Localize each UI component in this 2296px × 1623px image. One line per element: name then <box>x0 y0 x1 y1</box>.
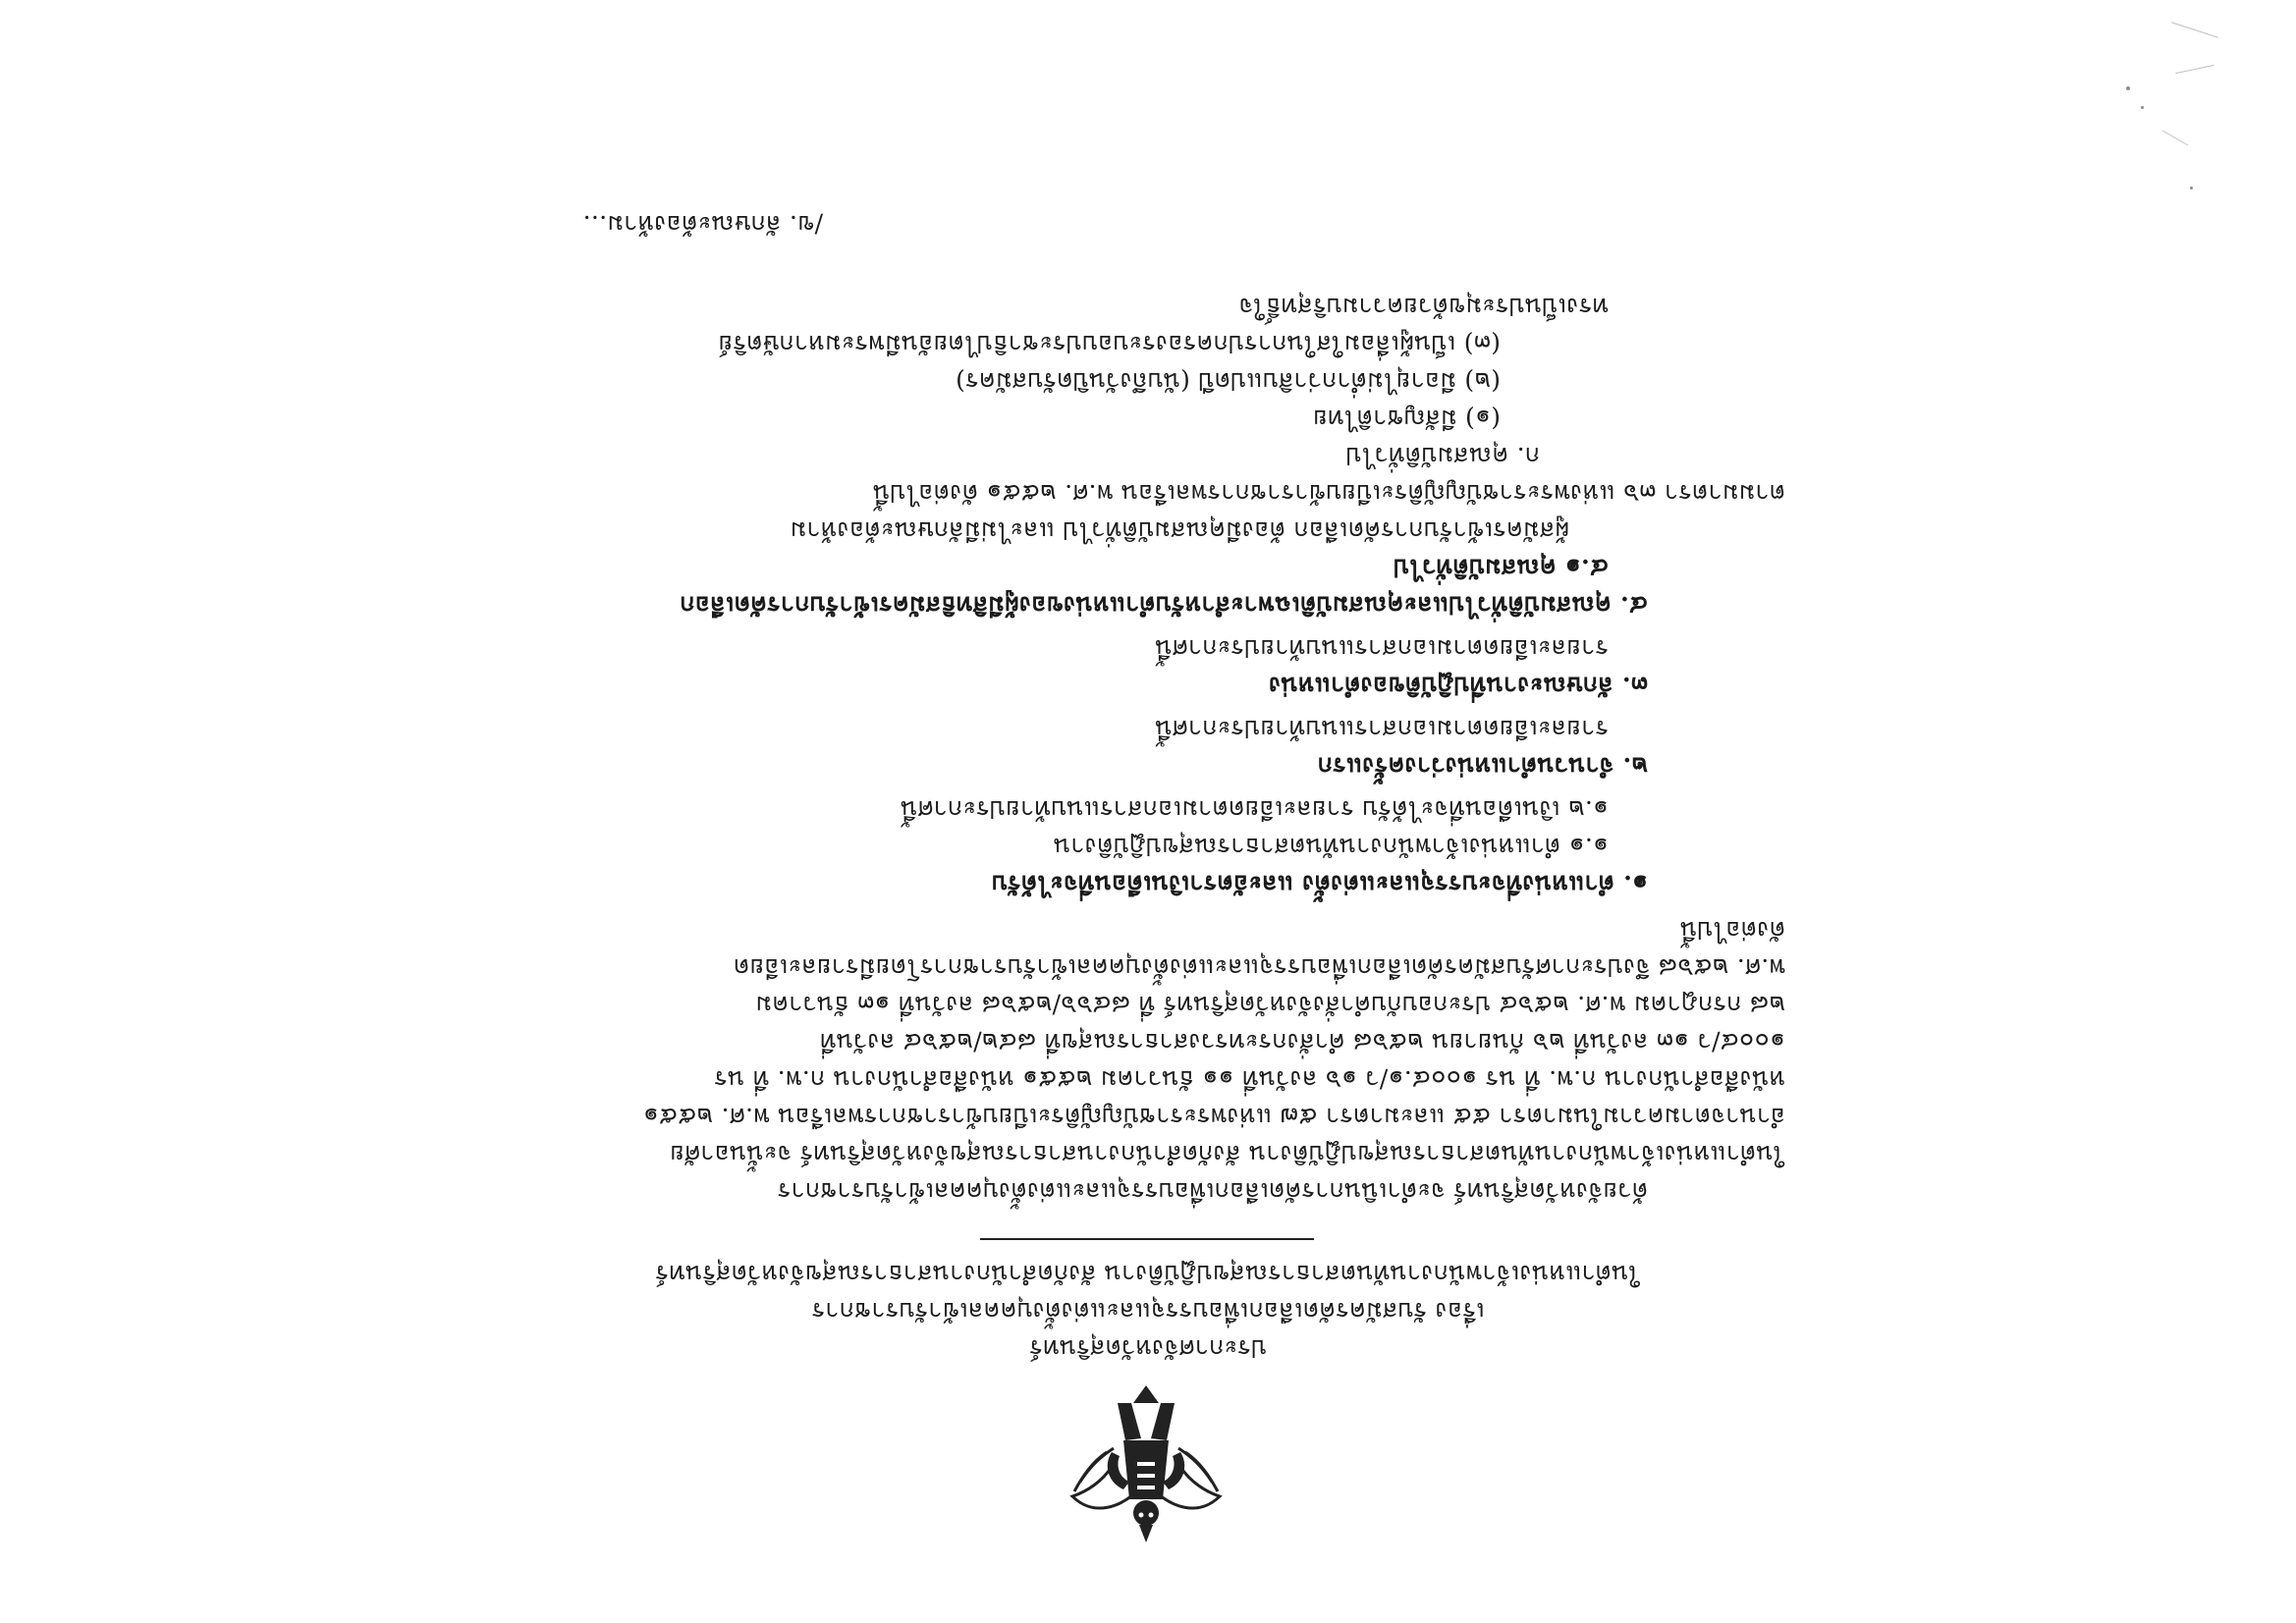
section-4-1-text-1: ผู้สมัครเข้ารับการคัดเลือก ต้องมีคุณสมบัติทั่วไป และไม่มีลักษณะต้องห้าม <box>790 516 1569 545</box>
intro-line-4: หนังสือสำนักงาน ก.พ. ที่ นร ๑๐๐๔.๑/ว ๑๖ ลงวันที่ ๑๑ ธันวาคม ๒๕๕๑ หนังสือสำนักงาน ก.พ. ที่ นร <box>714 1065 1785 1094</box>
intro-line-1: ด้วยจังหวัดสุรินทร์ จะดำเนินการคัดเลือกเพื่อบรรจุและแต่งตั้งบุคคลเข้ารับราชการ <box>777 1177 1648 1206</box>
intro-line-3: อำนาจตามความในมาตรา ๕๕ และมาตรา ๕๗ แห่งพระราชบัญญัติระเบียบข้าราชการพลเรือน พ.ศ. ๒๕๕๑ <box>642 1103 1785 1131</box>
intro-line-7: พ.ศ. ๒๕๖๘ จึงประกาศรับสมัครคัดเลือกเพื่อบรรจุและแต่งตั้งบุคคลเข้ารับราชการโดยมีรายละเอียด <box>733 953 1785 982</box>
intro-line-2: ในตำแหน่งเจ้าพนักงานทันตสาธารณสุขปฏิบัติงาน สังกัดสำนักงานสาธารณสุขจังหวัดสุรินทร์ จะนั้นอาศัย <box>669 1140 1785 1168</box>
section-3-heading: ๓. ลักษณะงานที่ปฏิบัติของตำแหน่ง <box>1268 672 1648 700</box>
garuda-emblem-icon <box>1063 1383 1230 1550</box>
section-4-1-text-2: ตามมาตรา ๓๖ แห่งพระราชบัญญัติระเบียบข้าราชการพลเรือน พ.ศ. ๒๕๕๑ ดังต่อไปนี้ <box>872 479 1785 508</box>
section-4-1-heading: ๔.๑ คุณสมบัติทั่วไป <box>1393 554 1609 582</box>
section-3-text: รายละเอียดตามเอกสารแนบท้ายประกาศนี้ <box>1155 634 1609 663</box>
list-item-3-cont: ทรงเป็นประมุขด้วยความบริสุทธิ์ใจ <box>1238 293 1609 321</box>
scan-artifact <box>2141 106 2144 109</box>
list-item-3: (๓) เป็นผู้เลื่อมใสในการปกครองระบอบประชาธิปไตยอันมีพระมหากษัตริย์ <box>718 330 1501 358</box>
section-4-1-k: ก. คุณสมบัติทั่วไป <box>1345 442 1540 470</box>
section-2-text: รายละเอียดตามเอกสารแนบท้ายประกาศนี้ <box>1155 715 1609 743</box>
intro-line-8: ดังต่อไปนี้ <box>1679 916 1785 945</box>
continued-marker: /ข. ลักษณะต้องห้าม... <box>582 210 823 239</box>
section-1-1: ๑.๑ ตำแหน่งเจ้าพนักงานทันตสาธารณสุขปฏิบัติงาน <box>1053 833 1609 861</box>
subject-line: เรื่อง รับสมัครคัดเลือกเพื่อบรรจุและแต่งตั้งบุคคลเข้ารับราชการ <box>811 1297 1485 1325</box>
intro-line-6: ๒๘ กรกฎาคม พ.ศ. ๒๕๖๔ ประกอบกับคำสั่งจังหวัดสุรินทร์ ที่ ๘๔๖๖/๒๕๖๘ ลงวันที่ ๑๓ ธันวาคม <box>755 991 1785 1019</box>
intro-line-5: ๑๐๐๔/ว ๑๓ ลงวันที่ ๒๖ กันยายน ๒๕๖๘ คำสั่งกระทรวงสาธารณสุขที่ ๘๔๒/๒๕๖๔ ลงวันที่ <box>819 1028 1785 1056</box>
header-divider <box>980 1238 1314 1240</box>
list-item-2: (๒) มีอายุไม่ต่ำกว่าสิบแปดปี (นับถึงวันปิดรับสมัคร) <box>955 367 1501 396</box>
section-2-heading: ๒. จำนวนตำแหน่งว่างครั้งแรก <box>1317 752 1648 781</box>
scan-artifact <box>2126 86 2130 90</box>
section-1-2: ๑.๒ เงินเดือนที่จะได้รับ รายละเอียดตามเอกสารแนบท้ายประกาศนี้ <box>900 795 1609 824</box>
subject-line-2: ในตำแหน่งเจ้าพนักงานทันตสาธารณสุขปฏิบัติงาน สังกัดสำนักงานสาธารณสุขจังหวัดสุรินทร์ <box>655 1260 1641 1288</box>
section-1-heading: ๑. ตำแหน่งที่จะบรรจุและแต่งตั้ง และอัตราเงินเดือนที่จะได้รับ <box>991 870 1648 898</box>
scan-artifact <box>2190 187 2193 189</box>
page-title: ประกาศจังหวัดสุรินทร์ <box>1029 1334 1267 1363</box>
list-item-1: (๑) มีสัญชาติไทย <box>1312 405 1501 433</box>
section-4-heading: ๔. คุณสมบัติทั่วไปและคุณสมบัติเฉพาะสำหรับตำแหน่งของผู้มีสิทธิสมัครเข้ารับการคัดเลือก <box>680 591 1648 620</box>
